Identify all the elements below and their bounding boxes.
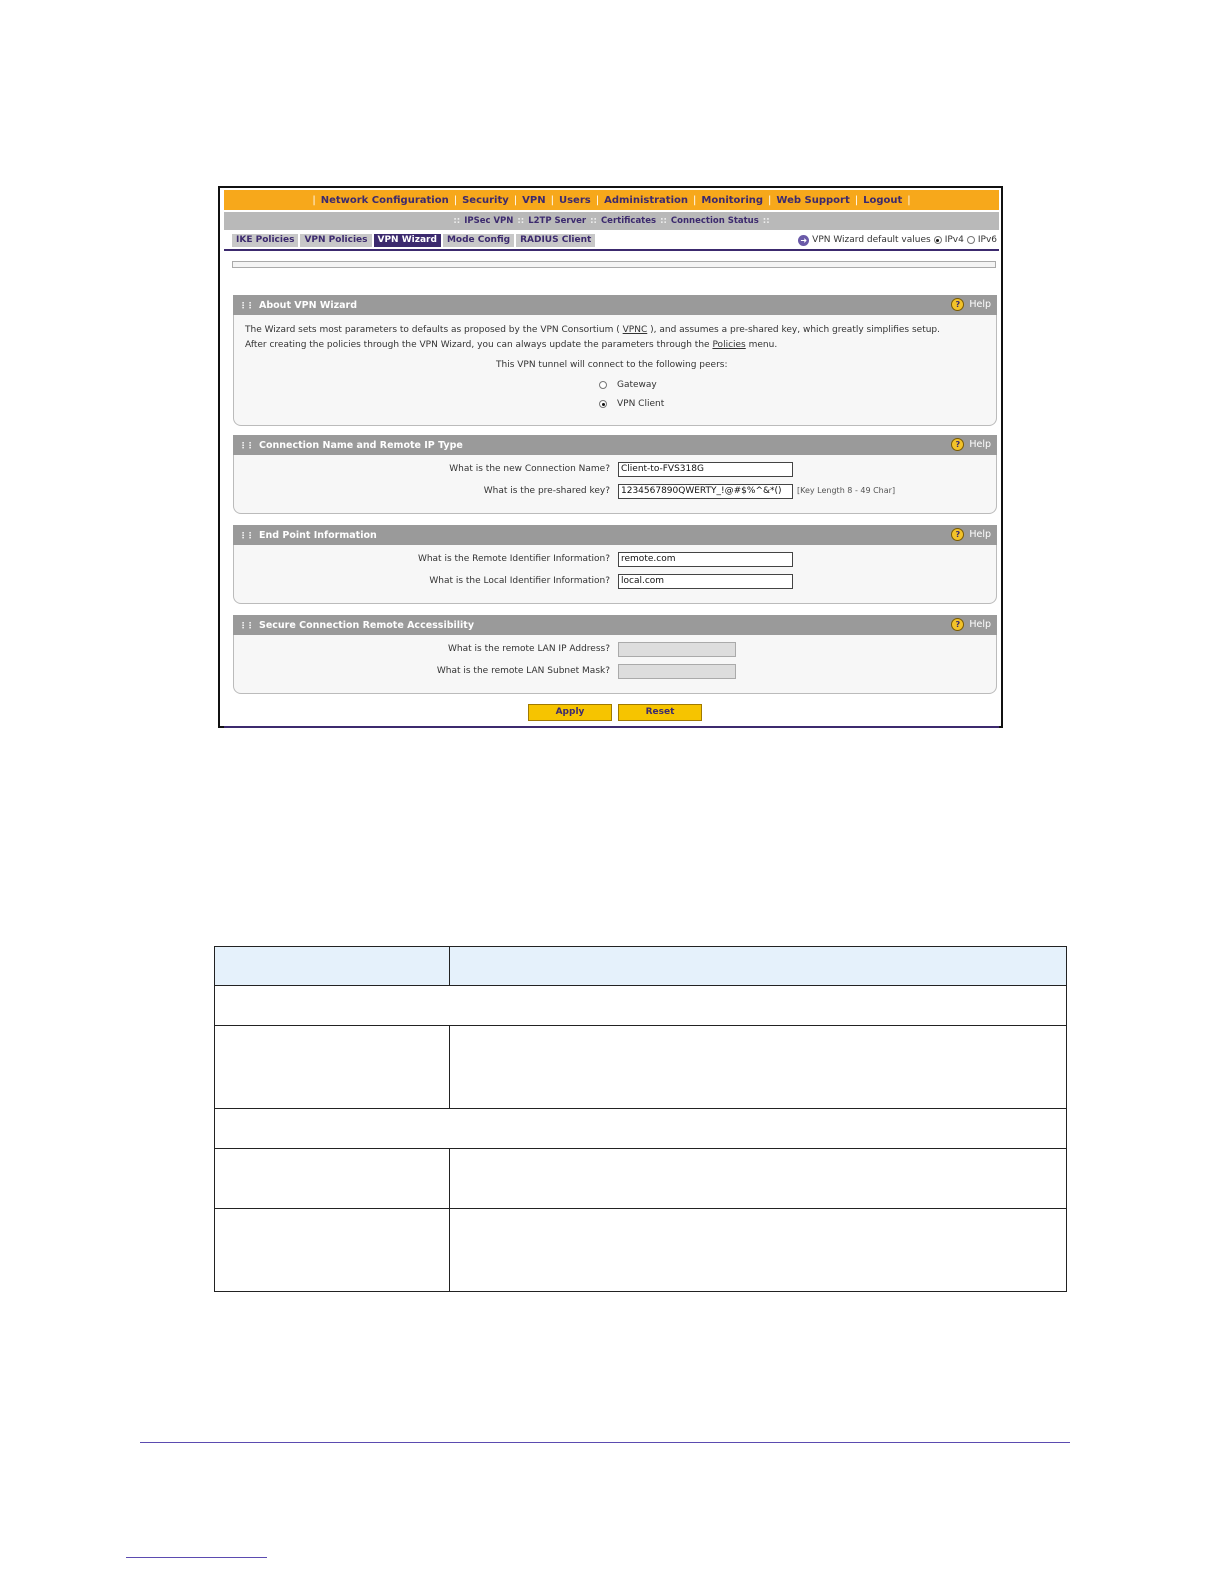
grip-icon: ⋮⋮ <box>239 440 253 450</box>
endpoint-body <box>233 545 997 604</box>
tab-radius-client[interactable]: RADIUS Client <box>516 234 595 247</box>
table-cell <box>450 1149 1067 1209</box>
preshared-key-label: What is the pre-shared key? <box>483 486 610 496</box>
main-nav: | Network Configuration | Security | VPN | Users | Administration | Monitoring | Web Support | Logout | <box>224 190 999 210</box>
help-link[interactable] <box>951 618 991 631</box>
help-link[interactable] <box>951 438 991 451</box>
about-title: About VPN Wizard <box>259 299 358 311</box>
footer-link-underline <box>126 1557 267 1558</box>
about-text-2b: menu. <box>748 340 778 350</box>
ipv4-radio[interactable] <box>934 236 942 244</box>
help-link[interactable] <box>951 528 991 541</box>
grip-icon: ⋮⋮ <box>239 620 253 630</box>
about-line-1 <box>245 325 940 335</box>
help-label[interactable]: Help <box>969 439 991 450</box>
defaults-link[interactable]: VPN Wizard default values <box>812 235 931 245</box>
nav-vpn[interactable]: VPN <box>522 194 546 206</box>
connection-title: Connection Name and Remote IP Type <box>259 439 463 451</box>
about-text-1a: The Wizard sets most parameters to defaults as proposed by the VPN Consortium ( <box>245 325 620 335</box>
table-header-cell <box>215 947 450 986</box>
table-cell <box>450 1209 1067 1292</box>
content-panel <box>224 249 999 728</box>
endpoint-title: End Point Information <box>259 529 377 541</box>
table-cell <box>215 1026 450 1109</box>
connection-name-label: What is the new Connection Name? <box>449 464 610 474</box>
table-row <box>215 1209 1067 1292</box>
table-cell <box>215 986 1067 1026</box>
tab-mode-config[interactable]: Mode Config <box>443 234 514 247</box>
policies-link[interactable]: Policies <box>712 340 746 350</box>
tab-ike-policies[interactable]: IKE Policies <box>232 234 298 247</box>
endpoint-section <box>233 525 997 604</box>
endpoint-header <box>233 525 997 545</box>
footer-divider <box>140 1442 1070 1443</box>
remote-identifier-row <box>234 552 998 568</box>
help-label[interactable]: Help <box>969 299 991 310</box>
screenshot-frame <box>218 186 1003 728</box>
vpn-client-label: VPN Client <box>617 399 665 409</box>
table-cell <box>215 1209 450 1292</box>
connection-name-input[interactable]: Client-to-FVS318G <box>618 462 793 477</box>
grip-icon: ⋮⋮ <box>239 300 253 310</box>
local-identifier-input[interactable]: local.com <box>618 574 793 589</box>
nav-monitoring[interactable]: Monitoring <box>701 194 764 206</box>
about-line-2 <box>245 340 777 350</box>
table-row <box>215 986 1067 1026</box>
secure-header <box>233 615 997 635</box>
help-icon[interactable]: ? <box>951 528 964 541</box>
settings-table <box>214 946 1067 1292</box>
vpn-client-radio[interactable] <box>599 400 607 408</box>
table-row <box>215 1026 1067 1109</box>
peers-label: This VPN tunnel will connect to the following peers: <box>496 360 728 370</box>
arrow-right-icon[interactable]: ➜ <box>798 235 809 246</box>
ipv4-label: IPv4 <box>944 235 964 245</box>
table-header-cell <box>450 947 1067 986</box>
ipv6-radio[interactable] <box>967 236 975 244</box>
preshared-key-input[interactable]: 1234567890QWERTY_!@#$%^&*() <box>618 484 793 499</box>
remote-lan-mask-row <box>234 664 998 680</box>
table-row <box>215 1109 1067 1149</box>
nav-administration[interactable]: Administration <box>604 194 688 206</box>
key-length-hint: [Key Length 8 - 49 Char] <box>797 486 896 495</box>
wizard-defaults <box>798 233 997 247</box>
remote-lan-ip-label: What is the remote LAN IP Address? <box>448 644 610 654</box>
table-cell <box>450 1026 1067 1109</box>
connection-header <box>233 435 997 455</box>
about-text-1b: ), and assumes a pre-shared key, which greatly simplifies setup. <box>650 325 940 335</box>
help-icon[interactable]: ? <box>951 618 964 631</box>
option-vpn-client[interactable] <box>599 399 664 409</box>
nav-network-configuration[interactable]: Network Configuration <box>320 194 449 206</box>
remote-lan-mask-input <box>618 664 736 679</box>
connection-name-row <box>234 462 998 478</box>
remote-lan-mask-label: What is the remote LAN Subnet Mask? <box>436 666 610 676</box>
help-link[interactable] <box>951 298 991 311</box>
remote-identifier-label: What is the Remote Identifier Information? <box>417 554 610 564</box>
about-section <box>233 295 997 426</box>
connection-section <box>233 435 997 514</box>
about-text-2a: After creating the policies through the VPN Wizard, you can always update the parameters through the <box>245 340 710 350</box>
remote-lan-ip-input <box>618 642 736 657</box>
help-label[interactable]: Help <box>969 619 991 630</box>
table-header-row <box>215 947 1067 986</box>
subnav-l2tp-server[interactable]: L2TP Server <box>528 216 587 226</box>
remote-lan-ip-row <box>234 642 998 658</box>
sub-nav: :: IPSec VPN :: L2TP Server :: Certificates :: Connection Status :: <box>224 212 999 230</box>
subnav-ipsec-vpn[interactable]: IPSec VPN <box>464 216 514 226</box>
apply-button[interactable]: Apply <box>528 704 612 721</box>
secure-body <box>233 635 997 694</box>
tab-vpn-wizard[interactable]: VPN Wizard <box>374 234 441 247</box>
nav-users[interactable]: Users <box>558 194 591 206</box>
about-header <box>233 295 997 315</box>
preshared-key-row <box>234 484 998 500</box>
local-identifier-row <box>234 574 998 590</box>
secure-section <box>233 615 997 694</box>
local-identifier-label: What is the Local Identifier Information? <box>429 576 610 586</box>
vpnc-link[interactable]: VPNC <box>622 325 648 335</box>
nav-web-support[interactable]: Web Support <box>776 194 850 206</box>
help-icon[interactable]: ? <box>951 298 964 311</box>
table-cell <box>215 1109 1067 1149</box>
table-row <box>215 1149 1067 1209</box>
reset-button[interactable]: Reset <box>618 704 702 721</box>
grip-icon: ⋮⋮ <box>239 530 253 540</box>
help-icon[interactable]: ? <box>951 438 964 451</box>
nav-logout[interactable]: Logout <box>863 194 903 206</box>
message-bar <box>232 261 996 268</box>
secure-title: Secure Connection Remote Accessibility <box>259 619 475 631</box>
about-body <box>233 315 997 426</box>
tab-vpn-policies[interactable]: VPN Policies <box>300 234 371 247</box>
subnav-certificates[interactable]: Certificates <box>600 216 657 226</box>
tab-bar <box>232 234 595 247</box>
gateway-label: Gateway <box>617 380 657 390</box>
subnav-connection-status[interactable]: Connection Status <box>670 216 759 226</box>
ipv6-label: IPv6 <box>977 235 997 245</box>
help-label[interactable]: Help <box>969 529 991 540</box>
nav-security[interactable]: Security <box>462 194 509 206</box>
table-cell <box>215 1149 450 1209</box>
connection-body <box>233 455 997 514</box>
gateway-radio[interactable] <box>599 381 607 389</box>
option-gateway[interactable] <box>599 380 657 390</box>
remote-identifier-input[interactable]: remote.com <box>618 552 793 567</box>
